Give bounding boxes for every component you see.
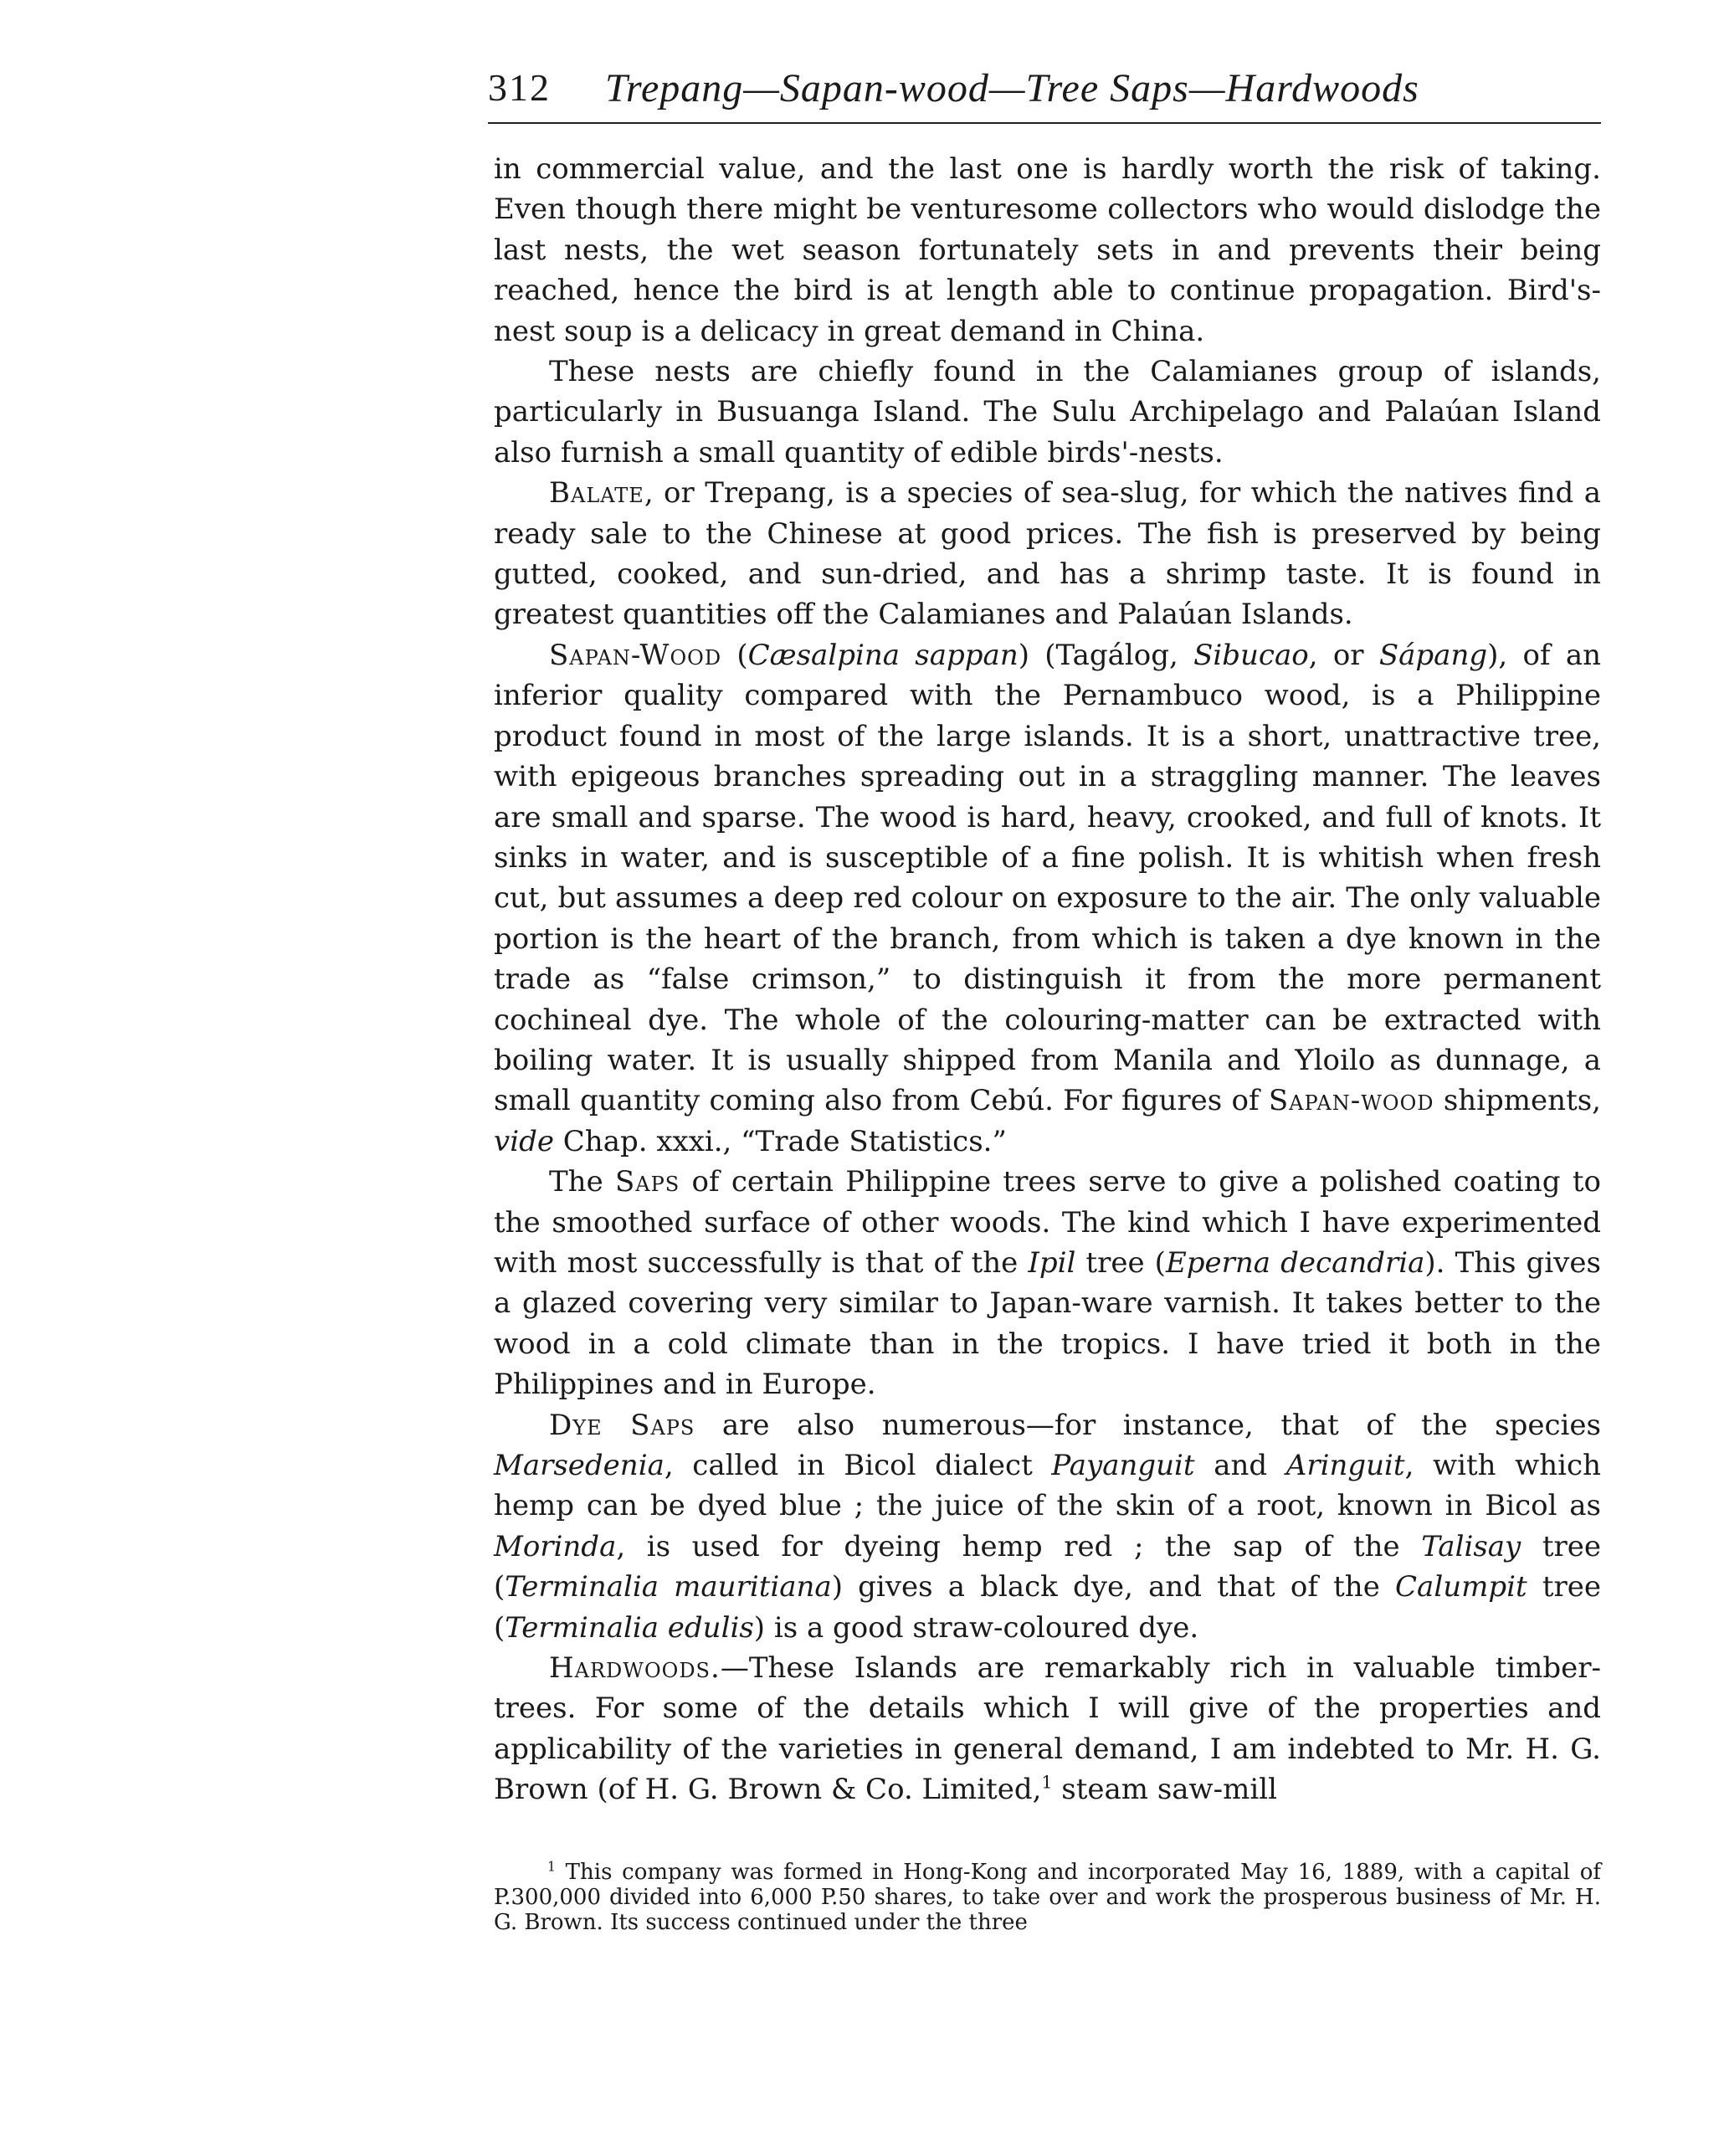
term-sapan-wood: Sapan-Wood: [549, 638, 722, 672]
term-balate: Balate: [549, 476, 644, 511]
term-saps: Saps: [615, 1165, 680, 1199]
body-text: [494, 149, 1601, 1810]
paragraph-sapan-wood: Sapan-Wood (Cæsalpina sappan) (Tagálog, Sibucao, or Sápang), of an inferior quality compared with the Pernambuco wood, is a Philippine product found in most of the large islands. It is a short, unattractive tree, with epigeous branches spreading out in a straggling manner. The leaves are small and sparse. The wood is hard, heavy, crooked, and full of knots. It sinks in water, and is susceptible of a fine polish. It is whitish when fresh cut, but assumes a deep red colour on exposure to the air. The only valuable portion is the heart of the branch, from which is taken a dye known in the trade as “false crimson,” to distinguish it from the more permanent cochineal dye. The whole of the colouring-matter can be extracted with boiling water. It is usually shipped from Manila and Yloilo as dunnage, a small quantity coming also from Cebú. For figures of Sapan-wood shipments, vide Chap. xxxi., “Trade Statistics.”: [494, 638, 1601, 1158]
term-hardwoods: Hardwoods.: [549, 1651, 721, 1686]
page-header: [488, 65, 1601, 116]
paragraph-hardwoods: Hardwoods.—These Islands are remarkably rich in valuable timber-trees. For some of the details which I will give of the properties and applicability of the varieties in general demand, I am indebted to Mr. H. G. Brown (of H. G. Brown & Co. Limited,$^1$ steam saw-mill: [494, 1651, 1601, 1807]
footnote: [494, 1860, 1601, 1935]
footnote-marker: 1: [547, 1859, 556, 1875]
paragraph-balate: Balate, or Trepang, is a species of sea-slug, for which the natives find a ready sale to the Chinese at good prices. The fish is preserved by being gutted, cooked, and sun-dried, and has a shrimp taste. It is found in greatest quantities off the Calamianes and Palaúan Islands.: [494, 476, 1601, 632]
paragraph-saps: The Saps of certain Philippine trees serve to give a polished coating to the smoothed surface of other woods. The kind which I have experimented with most successfully is that of the Ipil tree (Eperna decandria). This gives a glazed covering very similar to Japan-ware varnish. It takes better to the wood in a cold climate than in the tropics. I have tried it both in the Philippines and in Europe.: [494, 1165, 1601, 1402]
footnote-text: This company was formed in Hong-Kong and incorporated May 16, 1889, with a capital of P.300,000 divided into 6,000 P.50 shares, to take over and work the prosperous business of Mr. H. G. Brown. Its success continued under the three: [494, 1860, 1601, 1935]
paragraph-nests: These nests are chiefly found in the Calamianes group of islands, particularly in Busuanga Island. The Sulu Archipelago and Palaúan Island also furnish a small quantity of edible birds'-nests.: [494, 355, 1601, 470]
paragraph-continuation: in commercial value, and the last one is hardly worth the risk of taking. Even though there might be venturesome collectors who would dislodge the last nests, the wet season fortunately sets in and prevents their being reached, hence the bird is at length able to continue propagation. Bird's-nest soup is a delicacy in great demand in China.: [494, 152, 1601, 348]
page-number: 312: [488, 66, 551, 109]
term-dye-saps: Dye Saps: [549, 1408, 695, 1442]
paragraph-dye-saps: Dye Saps are also numerous—for instance, that of the species Marsedenia, called in Bicol dialect Payanguit and Aringuit, with which hemp can be dyed blue ; the juice of the skin of a root, known in Bicol as Morinda, is used for dyeing hemp red ; the sap of the Talisay tree (Terminalia mauritiana) gives a black dye, and that of the Calumpit tree (Terminalia edulis) is a good straw-coloured dye.: [494, 1408, 1601, 1645]
footnote-reference: 1: [1041, 1772, 1053, 1793]
running-title: Trepang—Sapan-wood—Tree Saps—Hardwoods: [605, 66, 1419, 110]
header-rule: [488, 122, 1601, 124]
